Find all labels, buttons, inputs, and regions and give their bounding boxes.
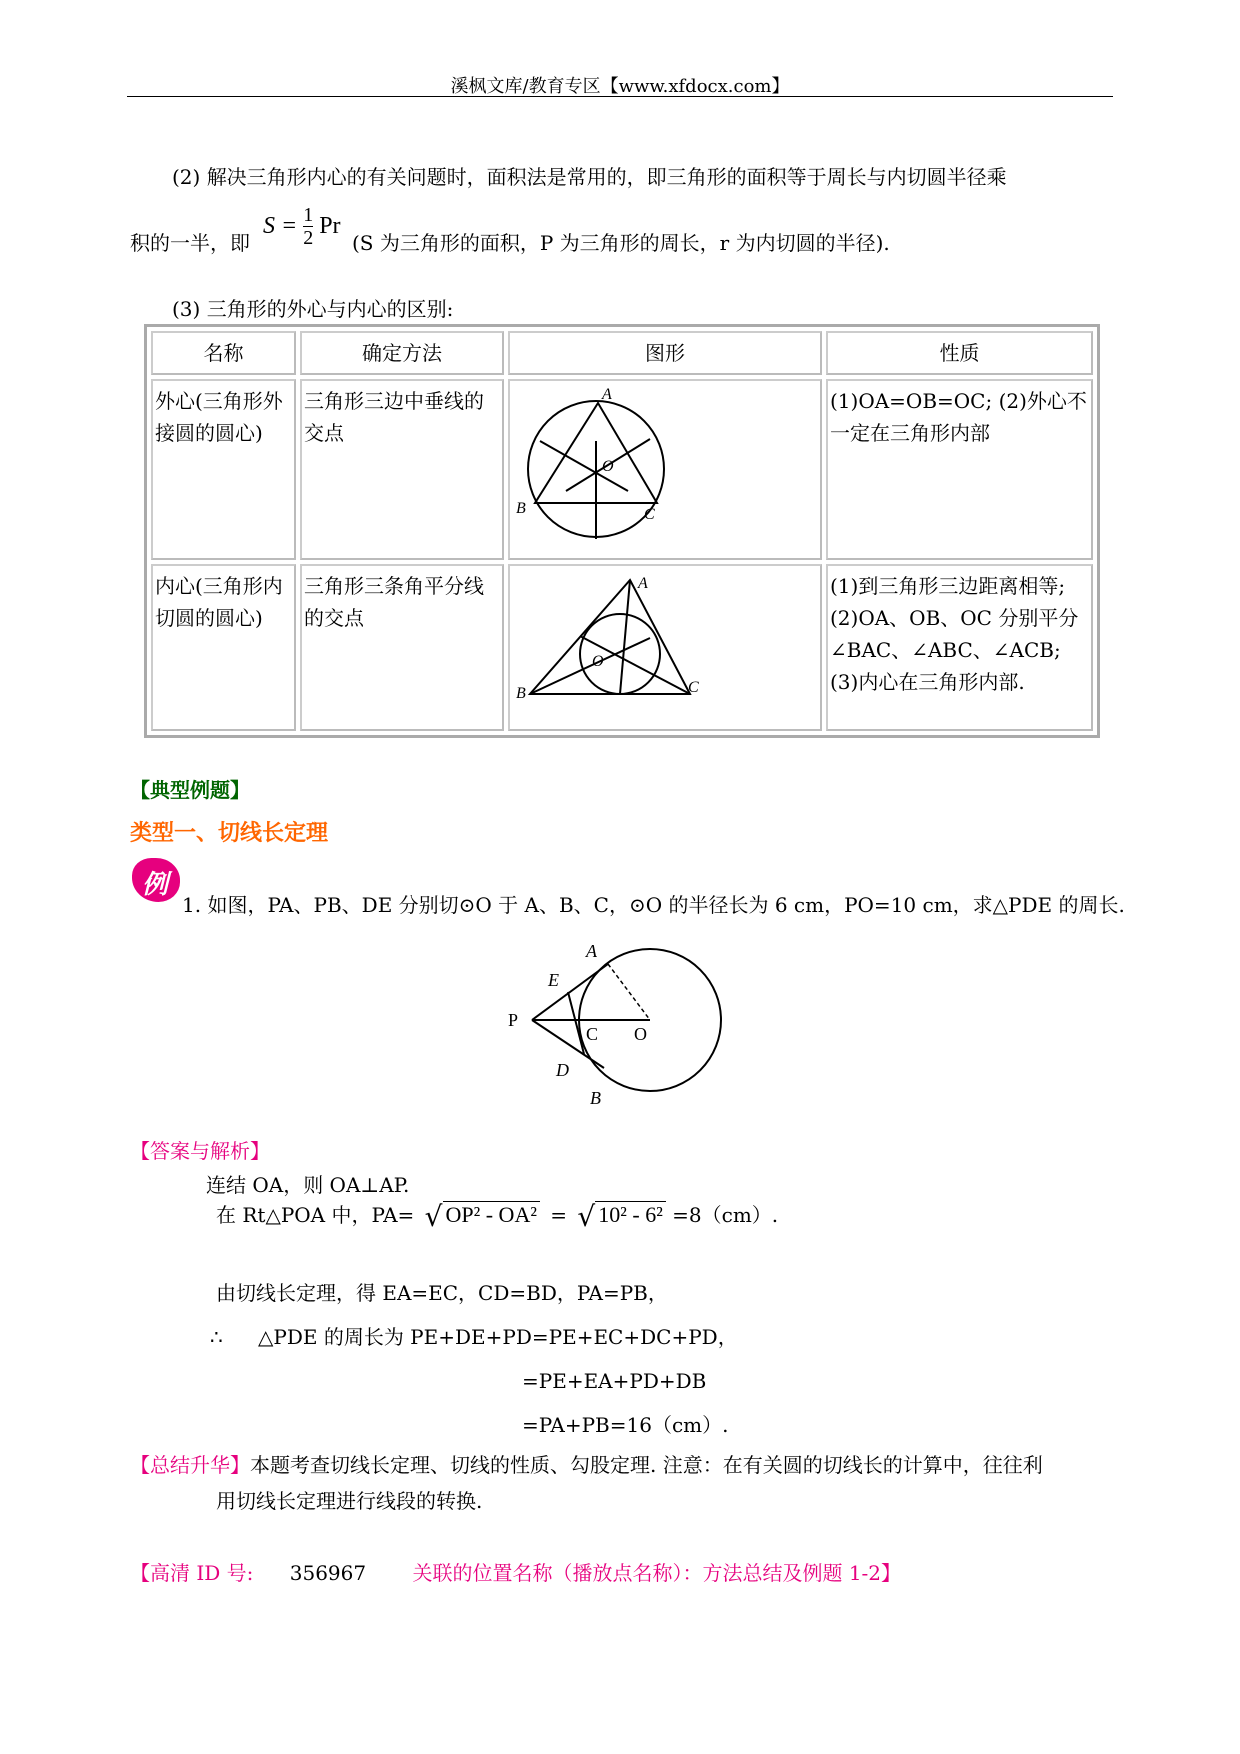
header-rule (127, 96, 1113, 97)
answer-line4: △PDE 的周长为 PE+DE+PD=PE+EC+DC+PD， (258, 1325, 738, 1349)
label-c: C (586, 1024, 599, 1044)
para-2-line2b: (S 为三角形的面积，P 为三角形的周长，r 为内切圆的半径). (352, 231, 890, 255)
circumcircle-diagram (510, 381, 816, 549)
comparison-table (144, 324, 1100, 738)
para-3: (3) 三角形的外心与内心的区别: (172, 297, 454, 321)
circumcenter-name: 外心(三角形外接圆的圆心) (151, 379, 296, 560)
example-badge: 例 (132, 858, 180, 902)
header-figure: 图形 (508, 331, 822, 375)
answer-heading: 【答案与解析】 (130, 1139, 270, 1163)
label-e: E (548, 970, 559, 990)
therefore-symbol: ∴ (210, 1325, 223, 1349)
circumcenter-props: (1)OA=OB=OC; (2)外心不一定在三角形内部 (826, 379, 1093, 560)
page-header: 溪枫文库/教育专区【www.xfdocx.com】 (450, 76, 790, 97)
circumcenter-figure (508, 379, 822, 560)
incenter-method: 三角形三条角平分线的交点 (300, 564, 504, 731)
summary-tag: 【总结升华】 (130, 1453, 250, 1477)
answer-line1: 连结 OA，则 OA⊥AP. (206, 1173, 410, 1197)
label-c: C (688, 679, 699, 696)
label-d: D (556, 1060, 569, 1080)
header-method: 确定方法 (300, 331, 504, 375)
root-1: OP² - OA² (443, 1201, 540, 1227)
answer-line5: =PE+EA+PD+DB (522, 1369, 707, 1393)
label-p: P (508, 1010, 519, 1030)
root-2: 10² - 6² (595, 1201, 666, 1227)
circumcenter-method: 三角形三边中垂线的交点 (300, 379, 504, 560)
summary-line2: 用切线长定理进行线段的转换. (216, 1489, 483, 1513)
type1-heading: 类型一、切线长定理 (130, 821, 329, 846)
label-b: B (590, 1088, 601, 1108)
examples-heading: 【典型例题】 (130, 778, 250, 802)
table-header-row (151, 331, 1093, 375)
answer-line6: =PA+PB=16（cm）. (522, 1413, 729, 1437)
incenter-figure (508, 564, 822, 731)
para-2-line2a: 积的一半，即 (130, 231, 250, 255)
area-formula: S = $\frac{1}{2}$ Pr (263, 204, 341, 249)
problem-text: 1. 如图，PA、PB、DE 分别切⊙O 于 A、B、C，⊙O 的半径长为 6 cm，PO=10 cm，求△PDE 的周长. (182, 893, 1125, 917)
label-o: O (592, 653, 604, 670)
answer-line3: 由切线长定理，得 EA=EC，CD=BD，PA=PB， (216, 1281, 668, 1305)
table-row (151, 564, 1093, 731)
incircle-diagram (510, 566, 816, 720)
label-a: A (602, 386, 612, 403)
label-a: A (638, 575, 648, 592)
answer-line2: 在 Rt△POA 中，PA= √ OP² - OA² = √ 10² - 6² =8（cm）. (216, 1200, 779, 1233)
hd-id-line: 【高清 ID 号: 356967 关联的位置名称（播放点名称）：方法总结及例题 1-2】 (130, 1561, 902, 1585)
para-2-line1: (2) 解决三角形内心的有关问题时，面积法是常用的，即三角形的面积等于周长与内切圆半径乘 (172, 165, 1007, 189)
header-props: 性质 (826, 331, 1093, 375)
summary-line1: 【总结升华】本题考查切线长定理、切线的性质、勾股定理. 注意：在有关圆的切线长的计算中，往往利 (130, 1453, 1043, 1477)
label-b: B (516, 685, 526, 702)
table-row (151, 379, 1093, 560)
incenter-name: 内心(三角形内切圆的圆心) (151, 564, 296, 731)
label-c: C (644, 506, 655, 523)
hd-id-value: 356967 (289, 1561, 367, 1585)
header-name: 名称 (151, 331, 296, 375)
label-o: O (634, 1024, 647, 1044)
label-o: O (602, 458, 614, 475)
tangent-figure (500, 940, 740, 1110)
label-a: A (586, 941, 597, 961)
label-b: B (516, 500, 526, 517)
incenter-props: (1)到三角形三边距离相等; (2)OA、OB、OC 分别平分 ∠BAC、∠ABC、∠ACB; (3)内心在三角形内部. (826, 564, 1093, 731)
